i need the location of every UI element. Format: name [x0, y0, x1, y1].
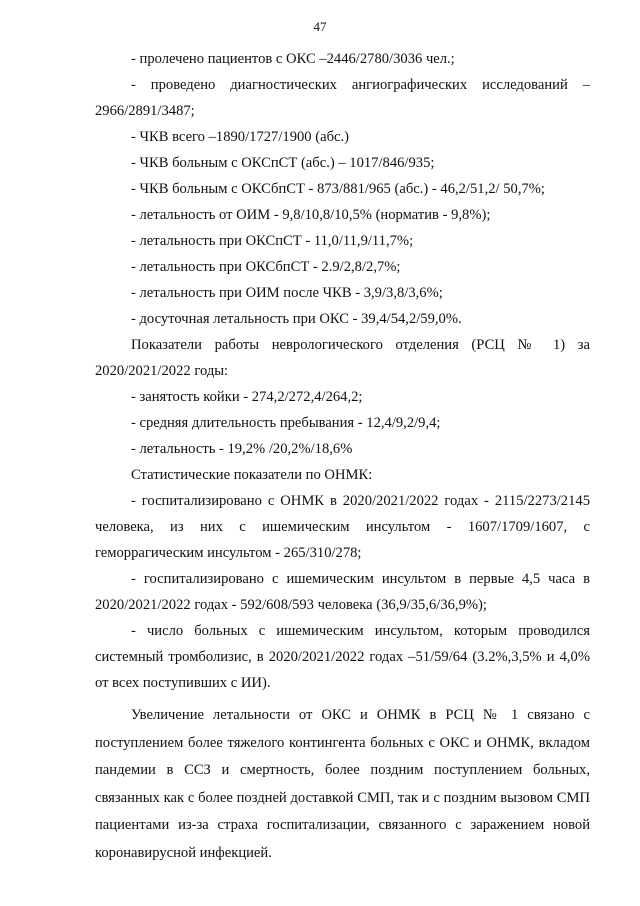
onmk-heading: Статистические показатели по ОНМК: [131, 467, 373, 483]
list-item-oks-1: - пролечено пациентов с ОКС –2446/2780/3036 чел.; [131, 51, 455, 67]
conclusion-paragraph: Увеличение летальности от ОКС и ОНМК в РСЦ № 1 связано с поступлением более тяжелого контингента больных с ОКС и ОНМК, вкладом пандемии в ССЗ и смертность, более поздним поступлением больных, связанных как с более поздней доставкой СМП, так и с поздним вызовом СМП пациентами из-за страха госпитализации, связанного с заражением новой коронавирусной инфекцией. [95, 707, 590, 861]
list-item-onmk-2: - госпитализировано с ишемическим инсультом в первые 4,5 часа в 2020/2021/2022 годах - 592/608/593 человека (36,9/35,6/36,9%); [95, 571, 590, 613]
page-number: 47 [313, 19, 327, 34]
neuro-heading: Показатели работы неврологического отделения (РСЦ № 1) за 2020/2021/2022 годы: [95, 337, 590, 379]
list-item-oks-4: - ЧКВ больным с ОКСпСТ (абс.) – 1017/846/935; [131, 155, 435, 171]
list-item-oks-10: - досуточная летальность при ОКС - 39,4/54,2/59,0%. [131, 311, 462, 327]
list-item-oks-6: - летальность от ОИМ - 9,8/10,8/10,5% (норматив - 9,8%); [131, 207, 491, 223]
list-item-oks-5: - ЧКВ больным с ОКСбпСТ - 873/881/965 (абс.) - 46,2/51,2/ 50,7%; [131, 181, 545, 197]
list-item-oks-7: - летальность при ОКСпСТ - 11,0/11,9/11,7%; [131, 233, 414, 249]
list-item-oks-2: - проведено диагностических ангиографических исследований – 2966/2891/3487; [95, 77, 590, 119]
list-item-oks-8: - летальность при ОКСбпСТ - 2.9/2,8/2,7%; [131, 259, 401, 275]
page-content [95, 46, 590, 867]
list-item-neuro-3: - летальность - 19,2% /20,2%/18,6% [131, 441, 353, 457]
list-item-onmk-1: - госпитализировано с ОНМК в 2020/2021/2022 годах - 2115/2273/2145 человека, из них с ишемическим инсультом - 1607/1709/1607, с геморрагическим инсультом - 265/310/278; [95, 493, 590, 561]
list-item-neuro-1: - занятость койки - 274,2/272,4/264,2; [131, 389, 363, 405]
list-item-oks-3: - ЧКВ всего –1890/1727/1900 (абс.) [131, 129, 349, 145]
list-item-onmk-3: - число больных с ишемическим инсультом, которым проводился системный тромболизис, в 2020/2021/2022 годах –51/59/64 (3.2%,3,5% и 4,0% от всех поступивших с ИИ). [95, 623, 590, 691]
list-item-oks-9: - летальность при ОИМ после ЧКВ - 3,9/3,8/3,6%; [131, 285, 443, 301]
list-item-neuro-2: - средняя длительность пребывания - 12,4/9,2/9,4; [131, 415, 441, 431]
